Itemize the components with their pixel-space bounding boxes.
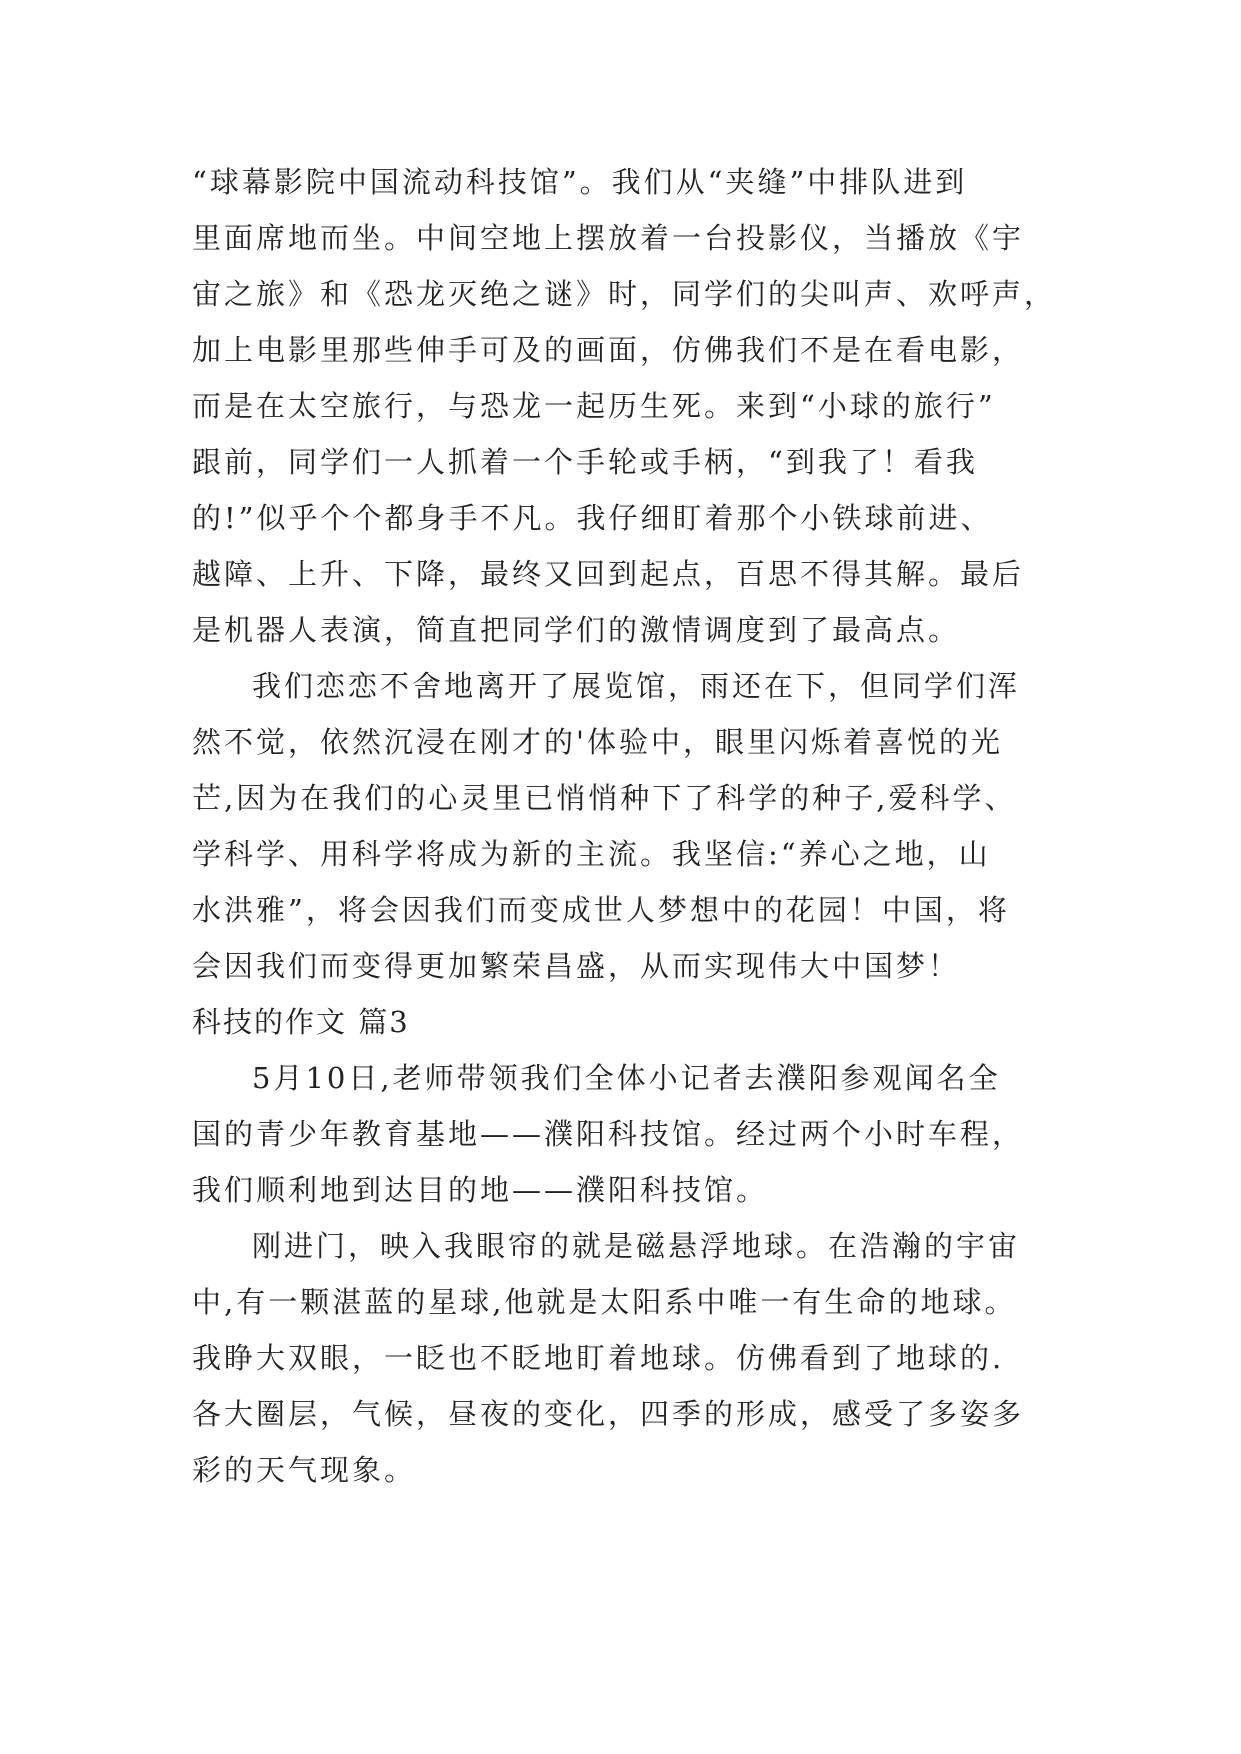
text-line: 宙之旅》和《恐龙灭绝之谜》时，同学们的尖叫声、欢呼声， [192,277,1057,311]
text-line: 彩的天气现象。 [192,1453,417,1487]
text-line: 而是在太空旅行，与恐龙一起历生死。来到“小球的旅行” [192,389,996,423]
text-line: 的!”似乎个个都身手不凡。我仔细盯着那个小铁球前进、 [192,501,993,535]
text-line: 国的青少年教育基地——濮阳科技馆。经过两个小时车程， [192,1117,1025,1151]
text-line: “球幕影院中国流动科技馆”。我们从“夹缝”中排队进到 [192,165,968,199]
text-line: 中,有一颗湛蓝的星球,他就是太阳系中唯一有生命的地球。 [192,1285,1017,1319]
paragraph-start-line: 5月10日,老师带领我们全体小记者去濮阳参观闻名全 [252,1061,1001,1095]
text-line: 各大圈层，气候，昼夜的变化，四季的形成，感受了多姿多 [192,1397,1025,1431]
text-line: 加上电影里那些伸手可及的画面，仿佛我们不是在看电影， [192,333,1025,367]
text-line: 学科学、用科学将成为新的主流。我坚信:“养心之地，山 [192,837,991,871]
text-line: 然不觉，依然沉浸在刚才的'体验中，眼里闪烁着喜悦的光 [192,725,1003,759]
text-line: 里面席地而坐。中间空地上摆放着一台投影仪，当播放《宇 [192,221,1025,255]
paragraph-start-line: 刚进门，映入我眼帘的就是磁悬浮地球。在浩瀚的宇宙 [252,1229,1021,1263]
text-line: 水洪雅”，将会因我们而变成世人梦想中的花园！中国，将 [192,893,1010,927]
section-heading: 科技的作文 篇3 [192,1005,410,1039]
text-line: 芒,因为在我们的心灵里已悄悄种下了科学的种子,爱科学、 [192,781,1017,815]
text-line: 我睁大双眼，一眨也不眨地盯着地球。仿佛看到了地球的. [192,1341,1005,1375]
paragraph-start-line: 我们恋恋不舍地离开了展览馆，雨还在下，但同学们浑 [252,669,1021,703]
document-body [192,154,1072,1498]
text-line: 越障、上升、下降，最终又回到起点，百思不得其解。最后 [192,557,1025,591]
text-line: 我们顺利地到达目的地——濮阳科技馆。 [192,1173,769,1207]
text-line: 是机器人表演，简直把同学们的激情调度到了最高点。 [192,613,961,647]
text-line: 跟前，同学们一人抓着一个手轮或手柄，“到我了！看我 [192,445,978,479]
text-line: 会因我们而变得更加繁荣昌盛，从而实现伟大中国梦！ [192,949,961,983]
